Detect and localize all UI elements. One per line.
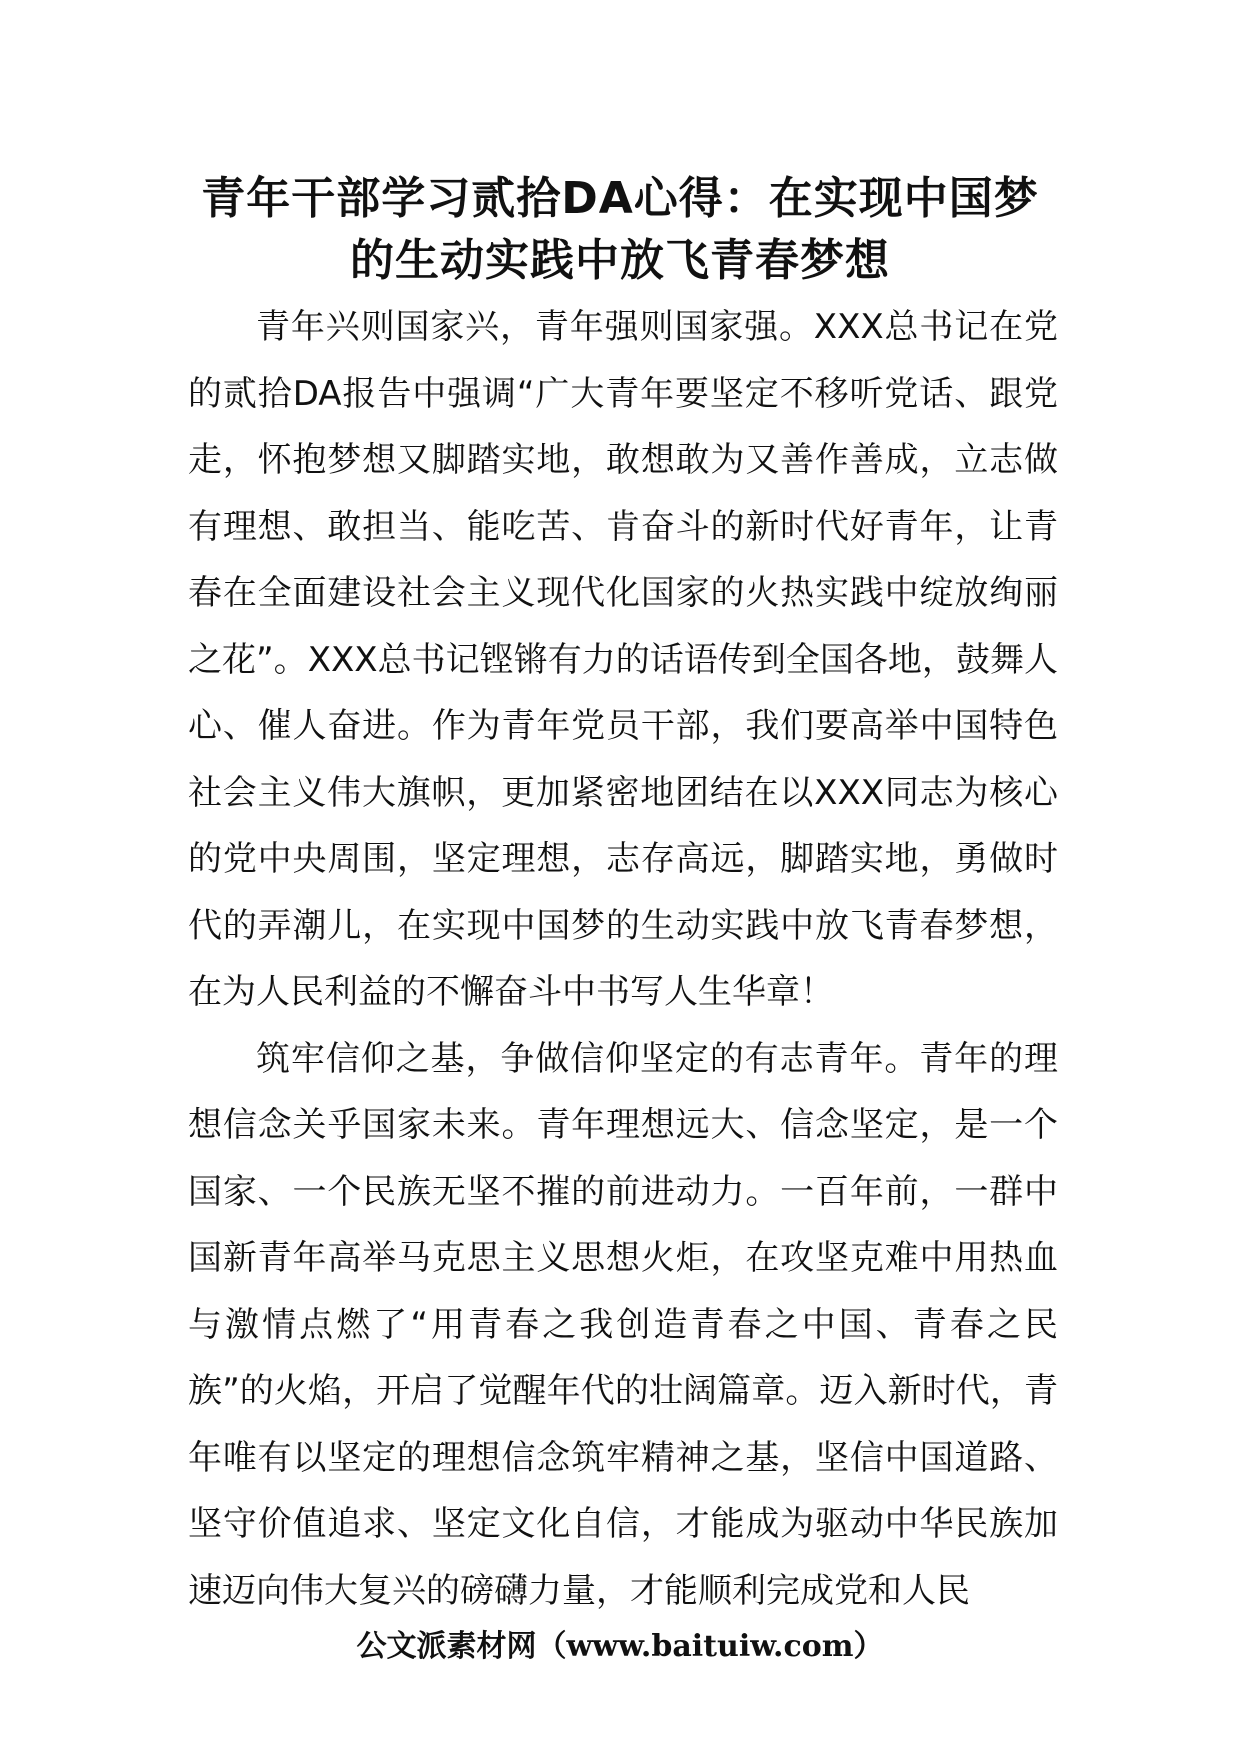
paragraph: 筑牢信仰之基，争做信仰坚定的有志青年。青年的理想信念关乎国家未来。青年理想远大、信念坚定，是一个国家、一个民族无坚不摧的前进动力。一百年前，一群中国新青年高举马克思主义思想火炬，在攻坚克难中用热血与激情点燃了“用青春之我创造青春之中国、青春之民族”的火焰，开启了觉醒年代的壮阔篇章。迈入新时代，青年唯有以坚定的理想信念筑牢精神之基，坚信中国道路、坚守价值追求、坚定文化自信，才能成为驱动中华民族加速迈向伟大复兴的磅礴力量，才能顺利完成党和人民 <box>188 1038 1058 1611</box>
title-line-1: 青年干部学习贰拾DA心得：在实现中国梦 <box>201 173 1039 224</box>
document-title <box>150 168 1090 292</box>
paragraph: 青年兴则国家兴，青年强则国家强。XXX总书记在党的贰拾DA报告中强调“广大青年要坚定不移听党话、跟党走，怀抱梦想又脚踏实地，敢想敢为又善作善成，立志做有理想、敢担当、能吃苦、肯奋斗的新时代好青年，让青春在全面建设社会主义现代化国家的火热实践中绽放绚丽之花”。XXX总书记铿锵有力的话语传到全国各地，鼓舞人心、催人奋进。作为青年党员干部，我们要高举中国特色社会主义伟大旗帜，更加紧密地团结在以XXX同志为核心的党中央周围，坚定理想，志存高远，脚踏实地，勇做时代的弄潮儿，在实现中国梦的生动实践中放飞青春梦想，在为人民利益的不懈奋斗中书写人生华章！ <box>188 307 1058 1012</box>
footer-watermark: 公文派素材网（www.baituiw.com） <box>356 1629 884 1664</box>
title-line-2: 的生动实践中放飞青春梦想 <box>350 235 890 286</box>
document-body <box>188 294 1058 1624</box>
